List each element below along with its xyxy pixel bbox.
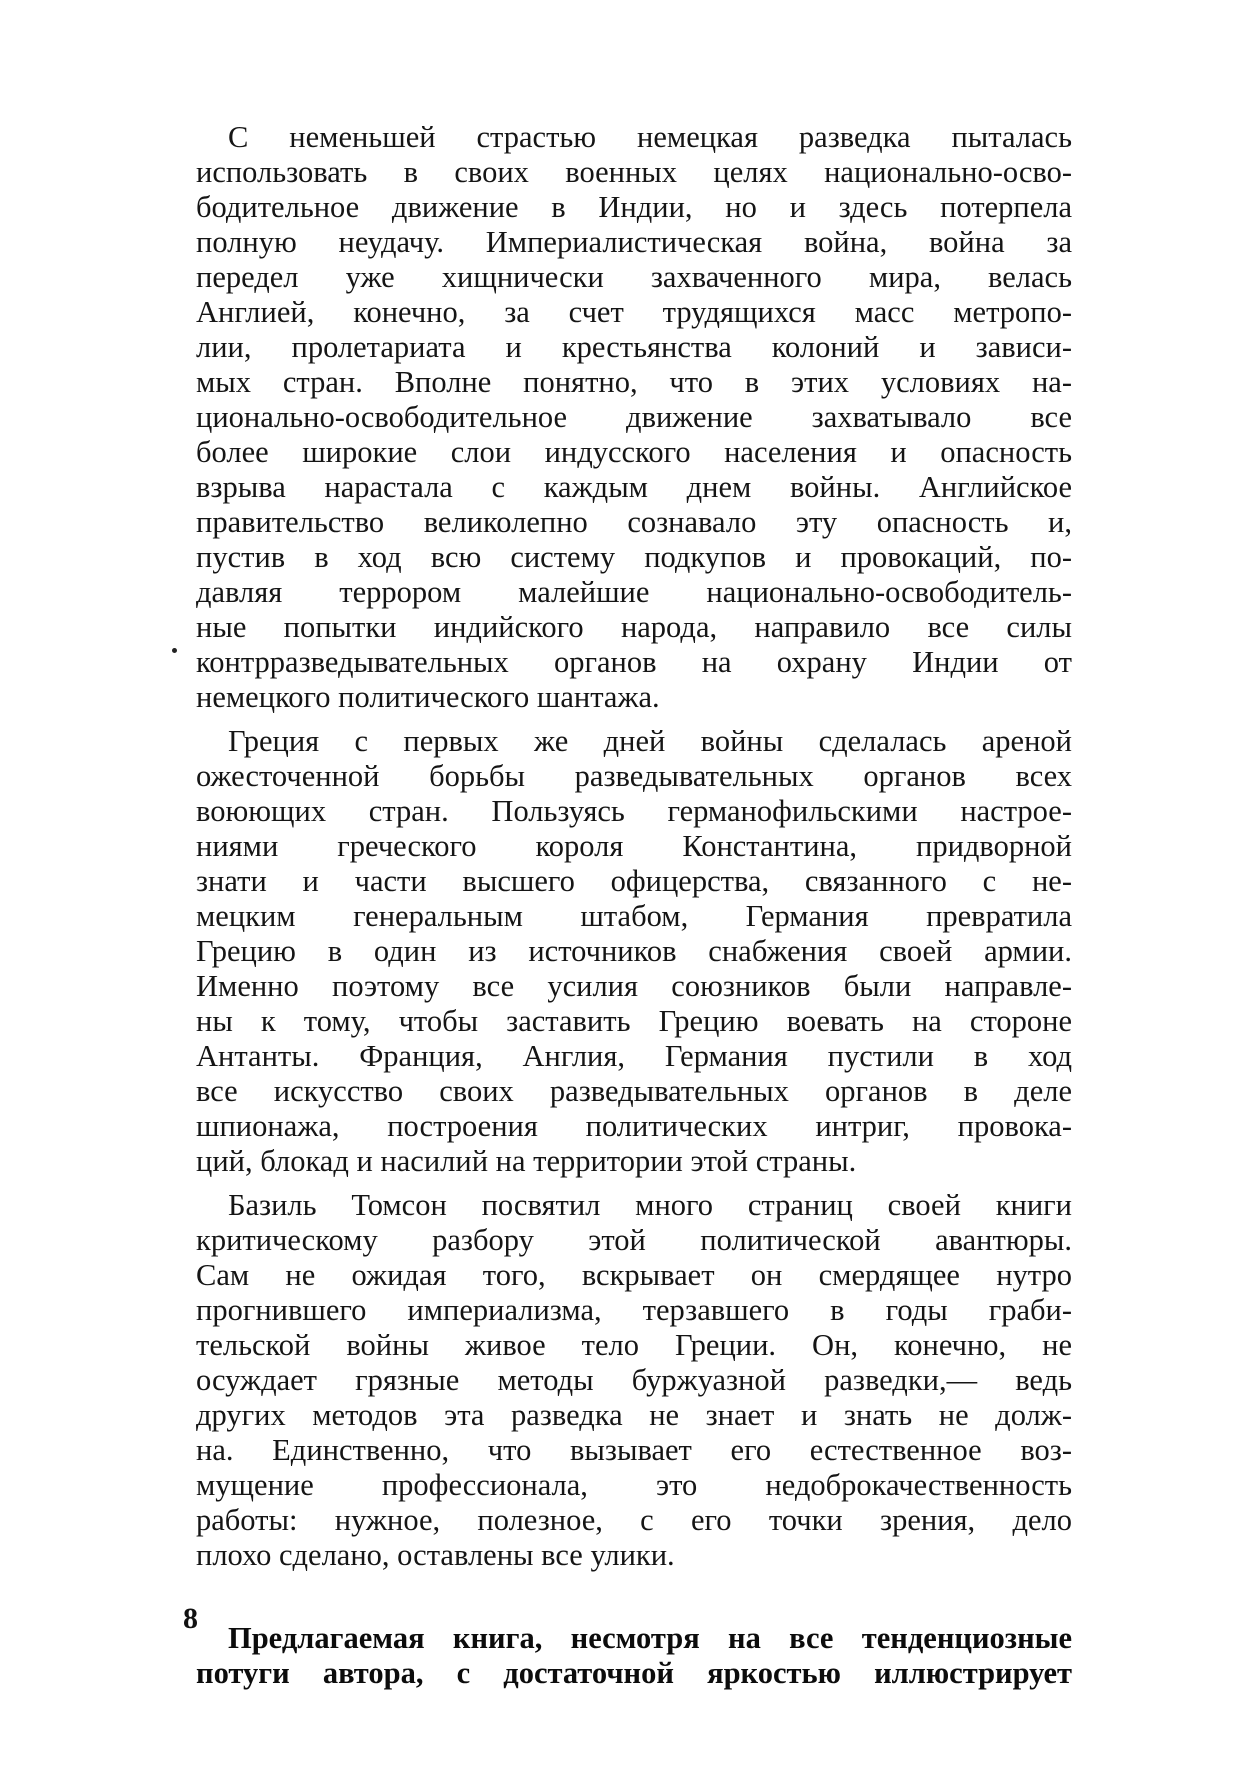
text-line: ожесточенной борьбы разведывательных органов всех xyxy=(196,759,1072,793)
text-line: потуги автора, с достаточной яркостью иллюстрирует xyxy=(196,1656,1072,1690)
text-line: пустив в ход всю систему подкупов и провокаций, по- xyxy=(196,540,1072,574)
text-line: плохо сделано, оставлены все улики. xyxy=(196,1538,675,1572)
text-line: на. Единственно, что вызывает его естественное воз- xyxy=(196,1433,1072,1467)
page-number: 8 xyxy=(183,1602,198,1635)
text-line: Греция с первых же дней войны сделалась ареной xyxy=(228,724,1072,758)
text-line: ны к тому, чтобы заставить Грецию воевать на стороне xyxy=(196,1004,1072,1038)
text-line: передел уже хищнически захваченного мира, велась xyxy=(196,260,1072,294)
text-line: работы: нужное, полезное, с его точки зрения, дело xyxy=(196,1503,1072,1537)
paragraph-3 xyxy=(196,1188,1072,1573)
text-line: С неменьшей страстью немецкая разведка пыталась xyxy=(228,120,1072,154)
text-line: лии, пролетариата и крестьянства колоний и зависи- xyxy=(196,330,1072,364)
paragraph-2 xyxy=(196,724,1072,1179)
margin-dot xyxy=(172,648,177,653)
text-line: ные попытки индийского народа, направило все силы xyxy=(196,610,1072,644)
text-line: шпионажа, построения политических интриг, провока- xyxy=(196,1109,1072,1143)
text-line: мых стран. Вполне понятно, что в этих условиях на- xyxy=(196,365,1072,399)
text-line: бодительное движение в Индии, но и здесь потерпела xyxy=(196,190,1072,224)
paragraph-1 xyxy=(196,120,1072,715)
text-line: все искусство своих разведывательных органов в деле xyxy=(196,1074,1072,1108)
text-line: Антанты. Франция, Англия, Германия пустили в ход xyxy=(196,1039,1072,1073)
text-line: прогнившего империализма, терзавшего в годы граби- xyxy=(196,1293,1072,1327)
text-line: ций, блокад и насилий на территории этой страны. xyxy=(196,1144,857,1178)
text-line: воюющих стран. Пользуясь германофильскими настрое- xyxy=(196,794,1072,828)
closing-paragraph xyxy=(196,1621,1072,1691)
text-line: взрыва нарастала с каждым днем войны. Английское xyxy=(196,470,1072,504)
text-line: критическому разбору этой политической авантюры. xyxy=(196,1223,1072,1257)
text-line: немецкого политического шантажа. xyxy=(196,680,660,714)
text-line: ниями греческого короля Константина, придворной xyxy=(196,829,1072,863)
text-line: давляя террором малейшие национально-освободитель- xyxy=(196,575,1072,609)
body-text xyxy=(196,120,1072,1691)
text-line: Предлагаемая книга, несмотря на все тенденциозные xyxy=(228,1621,1072,1655)
text-line: Грецию в один из источников снабжения своей армии. xyxy=(196,934,1072,968)
text-line: более широкие слои индусского населения и опасность xyxy=(196,435,1072,469)
text-line: мецким генеральным штабом, Германия превратила xyxy=(196,899,1072,933)
text-line: тельской войны живое тело Греции. Он, конечно, не xyxy=(196,1328,1072,1362)
text-line: знати и части высшего офицерства, связанного с не- xyxy=(196,864,1072,898)
text-line: ционально-освободительное движение захватывало все xyxy=(196,400,1072,434)
text-line: полную неудачу. Империалистическая война, война за xyxy=(196,225,1072,259)
text-line: правительство великолепно сознавало эту опасность и, xyxy=(196,505,1072,539)
text-line: Базиль Томсон посвятил много страниц своей книги xyxy=(228,1188,1072,1222)
text-line: мущение профессионала, это недоброкачественность xyxy=(196,1468,1072,1502)
text-line: осуждает грязные методы буржуазной разведки,— ведь xyxy=(196,1363,1072,1397)
text-line: Именно поэтому все усилия союзников были направле- xyxy=(196,969,1072,1003)
text-line: других методов эта разведка не знает и знать не долж- xyxy=(196,1398,1072,1432)
text-line: Англией, конечно, за счет трудящихся масс метропо- xyxy=(196,295,1072,329)
text-line: Сам не ожидая того, вскрывает он смердящее нутро xyxy=(196,1258,1072,1292)
text-line: использовать в своих военных целях национально-осво- xyxy=(196,155,1072,189)
text-line: контрразведывательных органов на охрану Индии от xyxy=(196,645,1072,679)
